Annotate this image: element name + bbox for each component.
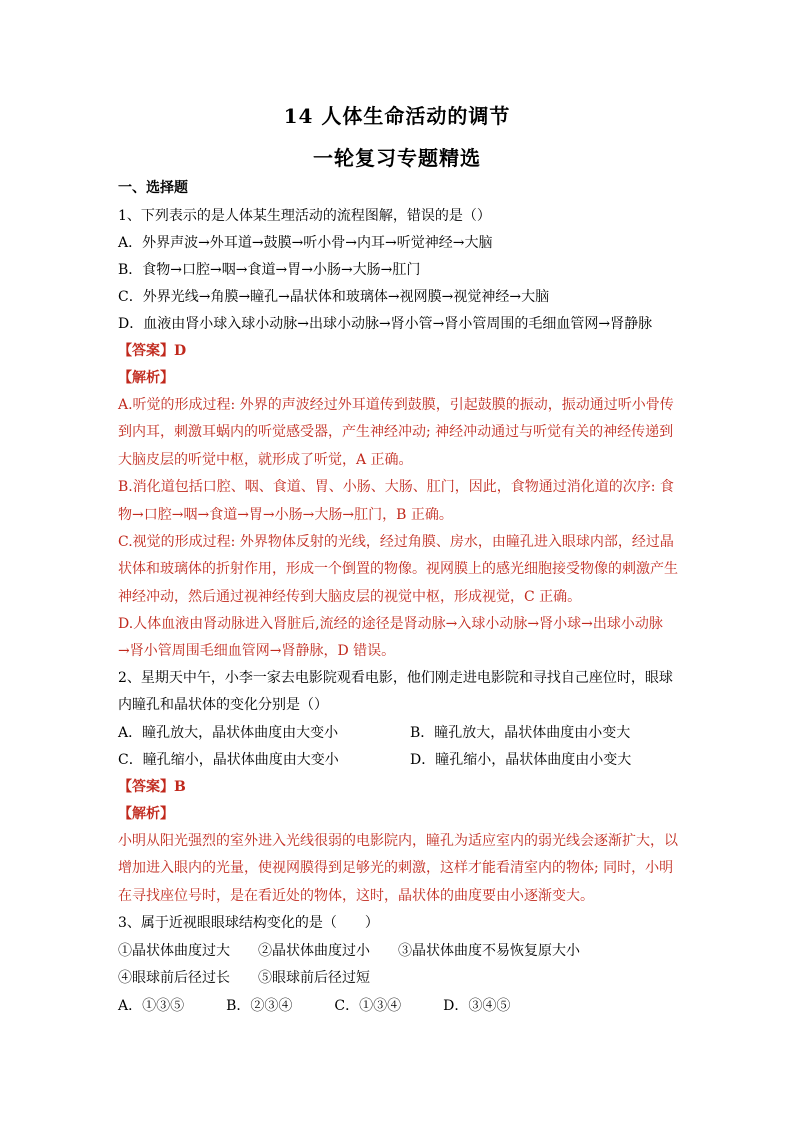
q1-analysis-line: D.人体血液由肾动脉进入肾脏后,流经的途径是肾动脉→入球小动脉→肾小球→出球小动脉 [118, 616, 663, 632]
q3-items-line2: ④眼球前后径过长 ⑤眼球前后径过短 [118, 970, 370, 986]
q2-option-c: C．瞳孔缩小，晶状体曲度由大变小 [118, 752, 339, 768]
q1-analysis-line: 物→口腔→咽→食道→胃→小肠→大肠→肛门，B 正确。 [118, 507, 453, 523]
q2-stem-line1: 2、星期天中午，小李一家去电影院观看电影，他们刚走进电影院和寻找自己座位时，眼球 [118, 670, 673, 686]
q2-option-d: D．瞳孔缩小，晶状体曲度由小变大 [410, 752, 632, 768]
q1-analysis-line: 大脑皮层的听觉中枢，就形成了听觉，A 正确。 [118, 452, 413, 468]
q1-analysis-line: 状体和玻璃体的折射作用，形成一个倒置的物像。视网膜上的感光细胞接受物像的刺激产生 [118, 561, 678, 577]
document-title: 14 人体生命活动的调节 [283, 104, 511, 128]
q2-stem-line2: 内瞳孔和晶状体的变化分别是（） [118, 697, 328, 713]
q3-items-line1: ①晶状体曲度过大 ②晶状体曲度过小 ③晶状体曲度不易恢复原大小 [118, 943, 580, 959]
q2-option-a: A．瞳孔放大，晶状体曲度由大变小 [118, 725, 339, 741]
q1-analysis-line: A.听觉的形成过程: 外界的声波经过外耳道传到鼓膜，引起鼓膜的振动，振动通过听小骨传 [118, 397, 674, 413]
section-heading: 一、选择题 [118, 180, 188, 196]
q1-analysis-line: B.消化道包括口腔、咽、食道、胃、小肠、大肠、肛门，因此，食物通过消化道的次序: 食 [118, 479, 674, 495]
q2-analysis-label: 【解析】 [118, 806, 174, 822]
q2-analysis-line: 在寻找座位号时，是在看近处的物体，这时，晶状体的曲度要由小逐渐变大。 [118, 888, 594, 904]
q3-stem: 3、属于近视眼眼球结构变化的是（ ） [118, 915, 379, 931]
q2-option-b: B．瞳孔放大，晶状体曲度由小变大 [410, 725, 631, 741]
q1-analysis-line: C.视觉的形成过程: 外界物体反射的光线，经过角膜、房水，由瞳孔进入眼球内部，经过晶 [118, 534, 674, 550]
q1-option-a: A．外界声波→外耳道→鼓膜→听小骨→内耳→听觉神经→大脑 [118, 235, 493, 251]
q2-analysis-line: 小明从阳光强烈的室外进入光线很弱的电影院内，瞳孔为适应室内的弱光线会逐渐扩大，以 [118, 833, 678, 849]
document-subtitle: 一轮复习专题精选 [313, 146, 481, 170]
q1-option-b: B．食物→口腔→咽→食道→胃→小肠→大肠→肛门 [118, 262, 421, 278]
q3-options: A．①③⑤ B．②③④ C．①③④ D．③④⑤ [118, 998, 511, 1014]
q1-analysis-label: 【解析】 [118, 370, 174, 386]
q1-option-d: D．血液由肾小球入球小动脉→出球小动脉→肾小管→肾小管周围的毛细血管网→肾静脉 [118, 316, 653, 332]
q1-analysis-line: 到内耳，刺激耳蜗内的听觉感受器，产生神经冲动; 神经冲动通过与听觉有关的神经传递到 [118, 424, 674, 440]
q1-analysis-line: →肾小管周围毛细血管网→肾静脉，D 错误。 [118, 643, 396, 659]
q1-answer: 【答案】D [118, 343, 187, 359]
q2-analysis-line: 增加进入眼内的光量，使视网膜得到足够光的刺激，这样才能看清室内的物体; 同时，小明 [118, 860, 674, 876]
q1-stem: 1、下列表示的是人体某生理活动的流程图解，错误的是（） [118, 208, 491, 224]
q2-answer: 【答案】B [118, 779, 186, 795]
q1-option-c: C．外界光线→角膜→瞳孔→晶状体和玻璃体→视网膜→视觉神经→大脑 [118, 289, 550, 305]
q1-analysis-line: 神经冲动，然后通过视神经传到大脑皮层的视觉中枢，形成视觉，C 正确。 [118, 589, 582, 605]
